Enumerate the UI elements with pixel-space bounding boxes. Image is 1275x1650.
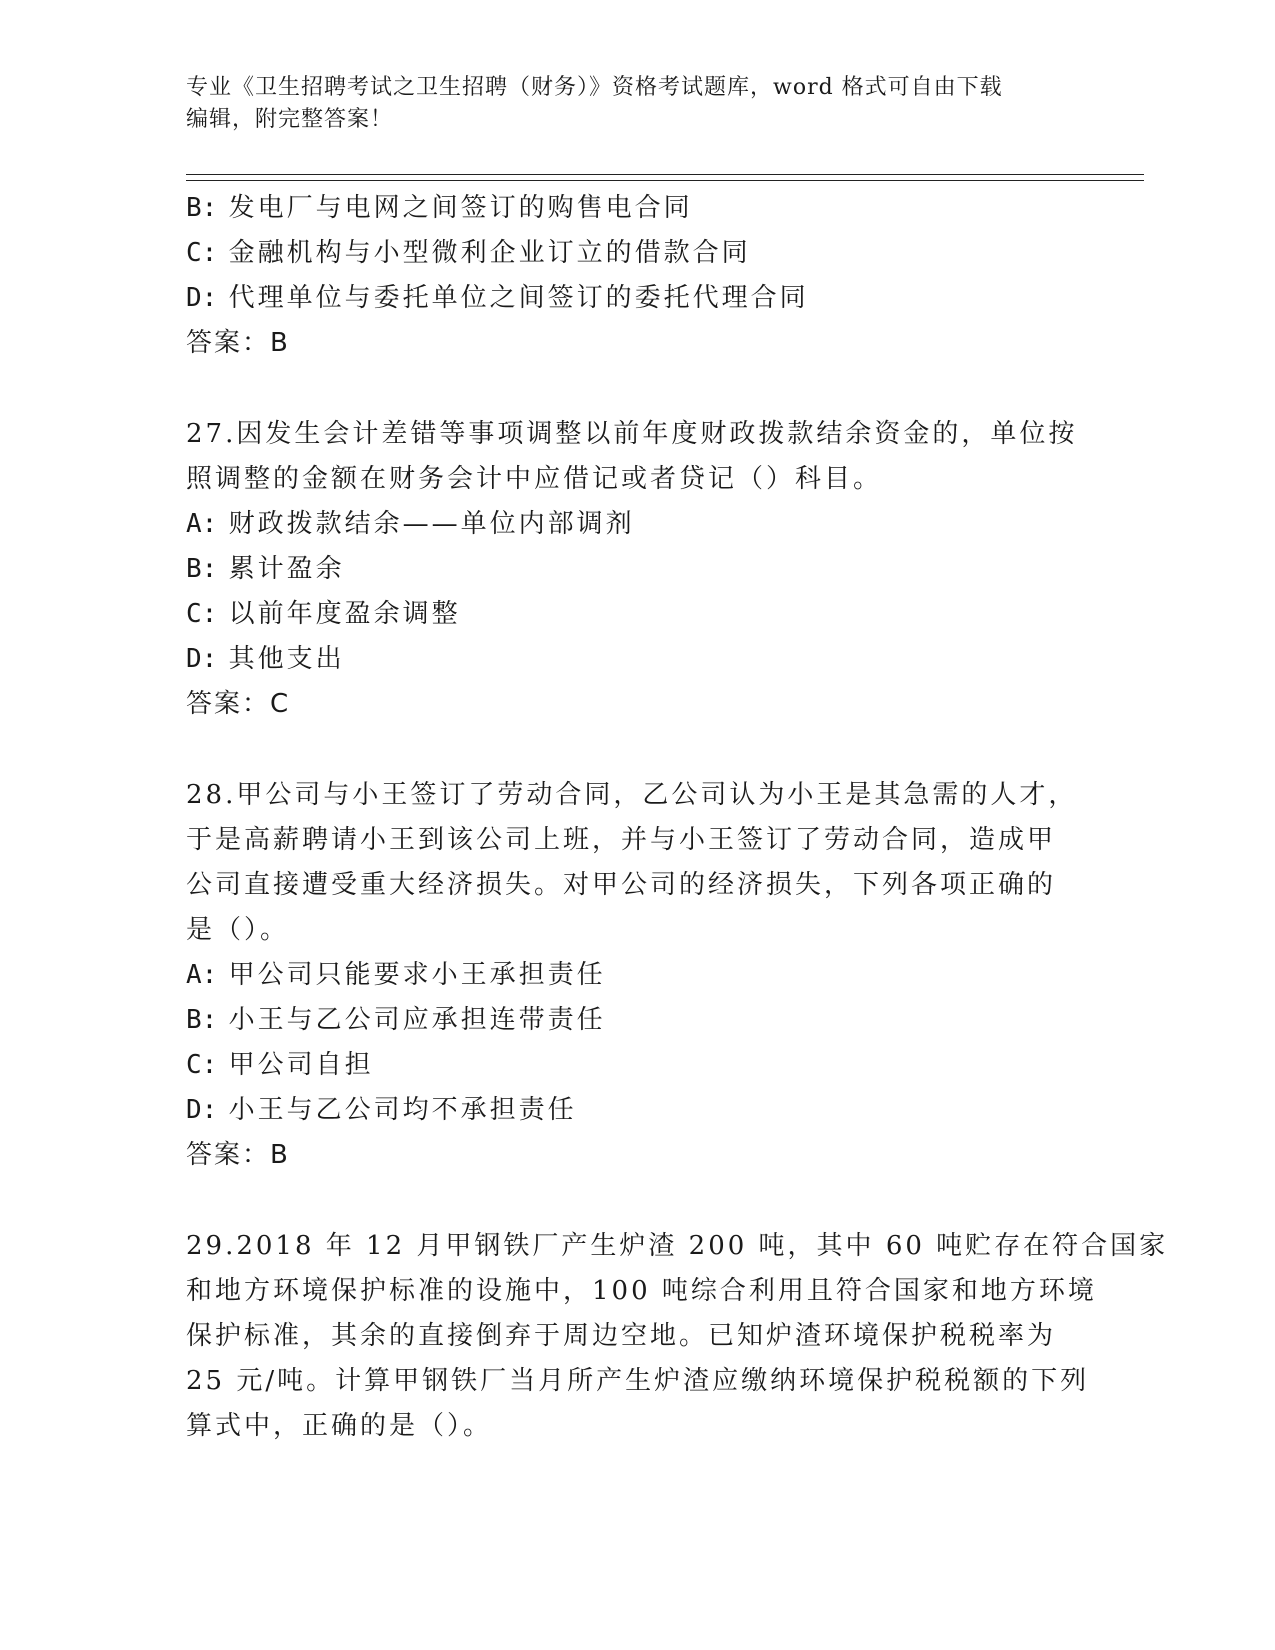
option-b [186,186,1086,231]
option-text: 累计盈余 [228,554,345,584]
question-stem-line: 和地方环境保护标准的设施中，100 吨综合利用且符合国家和地方环境 [186,1276,1097,1306]
question-29 [186,1224,1169,1449]
option-c [186,592,1086,637]
option-key: D: [186,283,218,313]
question-stem-line: 算式中，正确的是（）。 [186,1411,493,1441]
option-text: 小王与乙公司均不承担责任 [228,1095,577,1125]
option-text: 小王与乙公司应承担连带责任 [228,1005,606,1035]
header-divider-top [186,174,1144,175]
option-key: C: [186,1050,218,1080]
option-key: C: [186,599,218,629]
question-28 [186,773,1086,1178]
question-stem-line: 保护标准，其余的直接倒弃于周边空地。已知炉渣环境保护税税率为 [186,1321,1057,1351]
option-key: D: [186,1095,218,1125]
answer-line: 答案：B [186,1140,290,1170]
option-key: C: [186,238,218,268]
question-content [186,186,1169,1449]
option-c [186,1043,1086,1088]
question-stem-line: 29.2018 年 12 月甲钢铁厂产生炉渣 200 吨，其中 60 吨贮存在符合国家 [186,1231,1169,1261]
question-stem-line: 25 元/吨。计算甲钢铁厂当月所产生炉渣应缴纳环境保护税税额的下列 [186,1366,1090,1396]
question-stem-line: 是（）。 [186,915,290,945]
header-divider-bottom [186,180,1144,181]
question-stem-line: 公司直接遭受重大经济损失。对甲公司的经济损失，下列各项正确的 [186,870,1057,900]
page-header [186,72,1066,136]
option-d [186,276,1086,321]
option-text: 甲公司自担 [228,1050,374,1080]
spacer [186,1178,1086,1224]
question-stem-line: 照调整的金额在财务会计中应借记或者贷记（）科目。 [186,464,883,494]
option-text: 财政拨款结余——单位内部调剂 [228,509,635,539]
option-key: B: [186,554,218,584]
spacer [186,727,1086,773]
header-line-2: 编辑，附完整答案！ [186,107,394,132]
option-key: A: [186,509,218,539]
option-d [186,1088,1086,1133]
option-a [186,953,1086,998]
question-26-tail [186,186,1086,366]
option-a [186,502,1086,547]
option-text: 发电厂与电网之间签订的购售电合同 [228,193,693,223]
question-stem-line: 28.甲公司与小王签订了劳动合同，乙公司认为小王是其急需的人才， [186,780,1078,810]
option-key: B: [186,1005,218,1035]
option-text: 金融机构与小型微利企业订立的借款合同 [228,238,751,268]
option-c [186,231,1086,276]
spacer [186,366,1086,412]
option-b [186,547,1086,592]
option-text: 甲公司只能要求小王承担责任 [228,960,606,990]
option-text: 代理单位与委托单位之间签订的委托代理合同 [228,283,809,313]
question-27 [186,412,1086,727]
option-key: B: [186,193,218,223]
option-text: 以前年度盈余调整 [228,599,461,629]
header-line-1: 专业《卫生招聘考试之卫生招聘（财务）》资格考试题库，word 格式可自由下载 [186,75,1003,100]
option-key: D: [186,644,218,674]
option-b [186,998,1086,1043]
answer-line: 答案：B [186,328,290,358]
question-stem-line: 于是高薪聘请小王到该公司上班，并与小王签订了劳动合同，造成甲 [186,825,1057,855]
question-stem-line: 27.因发生会计差错等事项调整以前年度财政拨款结余资金的，单位按 [186,419,1078,449]
option-text: 其他支出 [228,644,345,674]
option-d [186,637,1086,682]
answer-line: 答案：C [186,689,291,719]
option-key: A: [186,960,218,990]
